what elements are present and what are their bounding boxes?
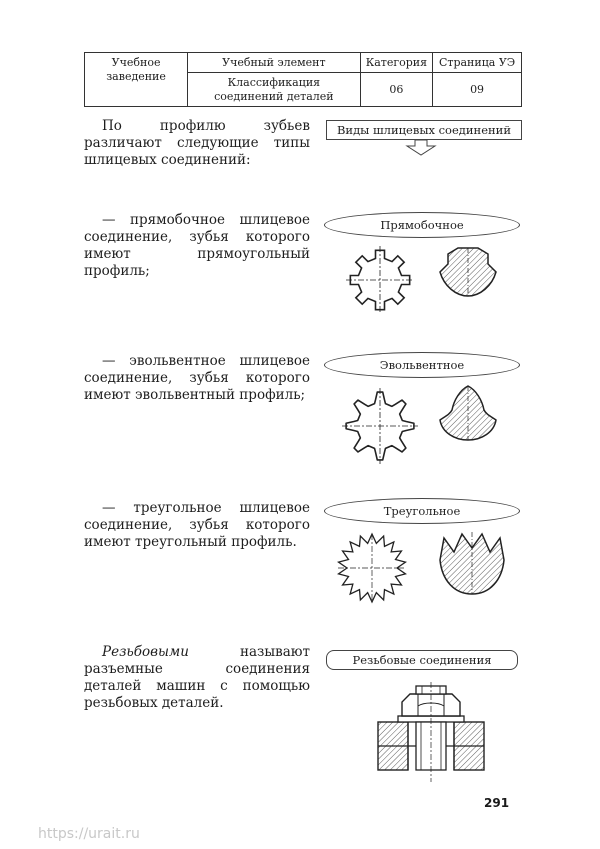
involute-spline-shaft-drawing [340, 386, 420, 466]
threaded-rest: называют разъемные соединения деталей машин с помощью резьбовых деталей. [84, 644, 310, 711]
straight-spline-section-drawing [436, 246, 500, 300]
threaded-paragraph [84, 644, 310, 712]
header-page-label: Страница УЭ [433, 53, 522, 73]
bolt-assembly-drawing [376, 682, 486, 786]
straight-spline-shaft-drawing [344, 244, 416, 316]
page-number: 291 [484, 796, 510, 810]
straight-spline-label-box [324, 212, 520, 238]
triangular-spline-label-box [324, 498, 520, 524]
straight-spline-text: — прямобочное шлицевое соединение, зубья которого имеют прямоугольный профиль; [84, 212, 310, 279]
header-table [84, 52, 522, 107]
diagram-title: Виды шлицевых соединений [336, 123, 512, 137]
header-page-value: 09 [433, 73, 522, 107]
threaded-label: Резьбовые соединения [352, 653, 492, 667]
header-institution: Учебное заведение [85, 53, 188, 107]
involute-spline-text: — эвольвентное шлицевое соединение, зубья которого имеют эвольвентный профиль; [84, 353, 310, 403]
header-element-value: Классификация соединений деталей [188, 73, 361, 107]
header-category-label: Категория [360, 53, 432, 73]
header-category-value: 06 [360, 73, 432, 107]
threaded-label-box [326, 650, 518, 670]
triangular-spline-text: — треугольное шлицевое соединение, зубья которого имеют треугольный профиль. [84, 500, 310, 550]
triangular-spline-shaft-drawing [334, 530, 410, 606]
watermark: https://urait.ru [38, 826, 140, 842]
triangular-spline-label: Треугольное [383, 504, 461, 518]
straight-spline-label: Прямобочное [380, 218, 464, 232]
threaded-term: Резьбовыми [102, 644, 189, 660]
involute-spline-label-box [324, 352, 520, 378]
header-element-label: Учебный элемент [188, 53, 361, 73]
involute-spline-section-drawing [436, 384, 500, 444]
diagram-title-box [326, 120, 522, 140]
down-arrow-icon [404, 140, 438, 156]
intro-paragraph: По профилю зубьев различают следующие типы шлицевых соединений: [84, 118, 310, 168]
involute-spline-label: Эвольвентное [379, 358, 465, 372]
triangular-spline-section-drawing [434, 530, 510, 598]
